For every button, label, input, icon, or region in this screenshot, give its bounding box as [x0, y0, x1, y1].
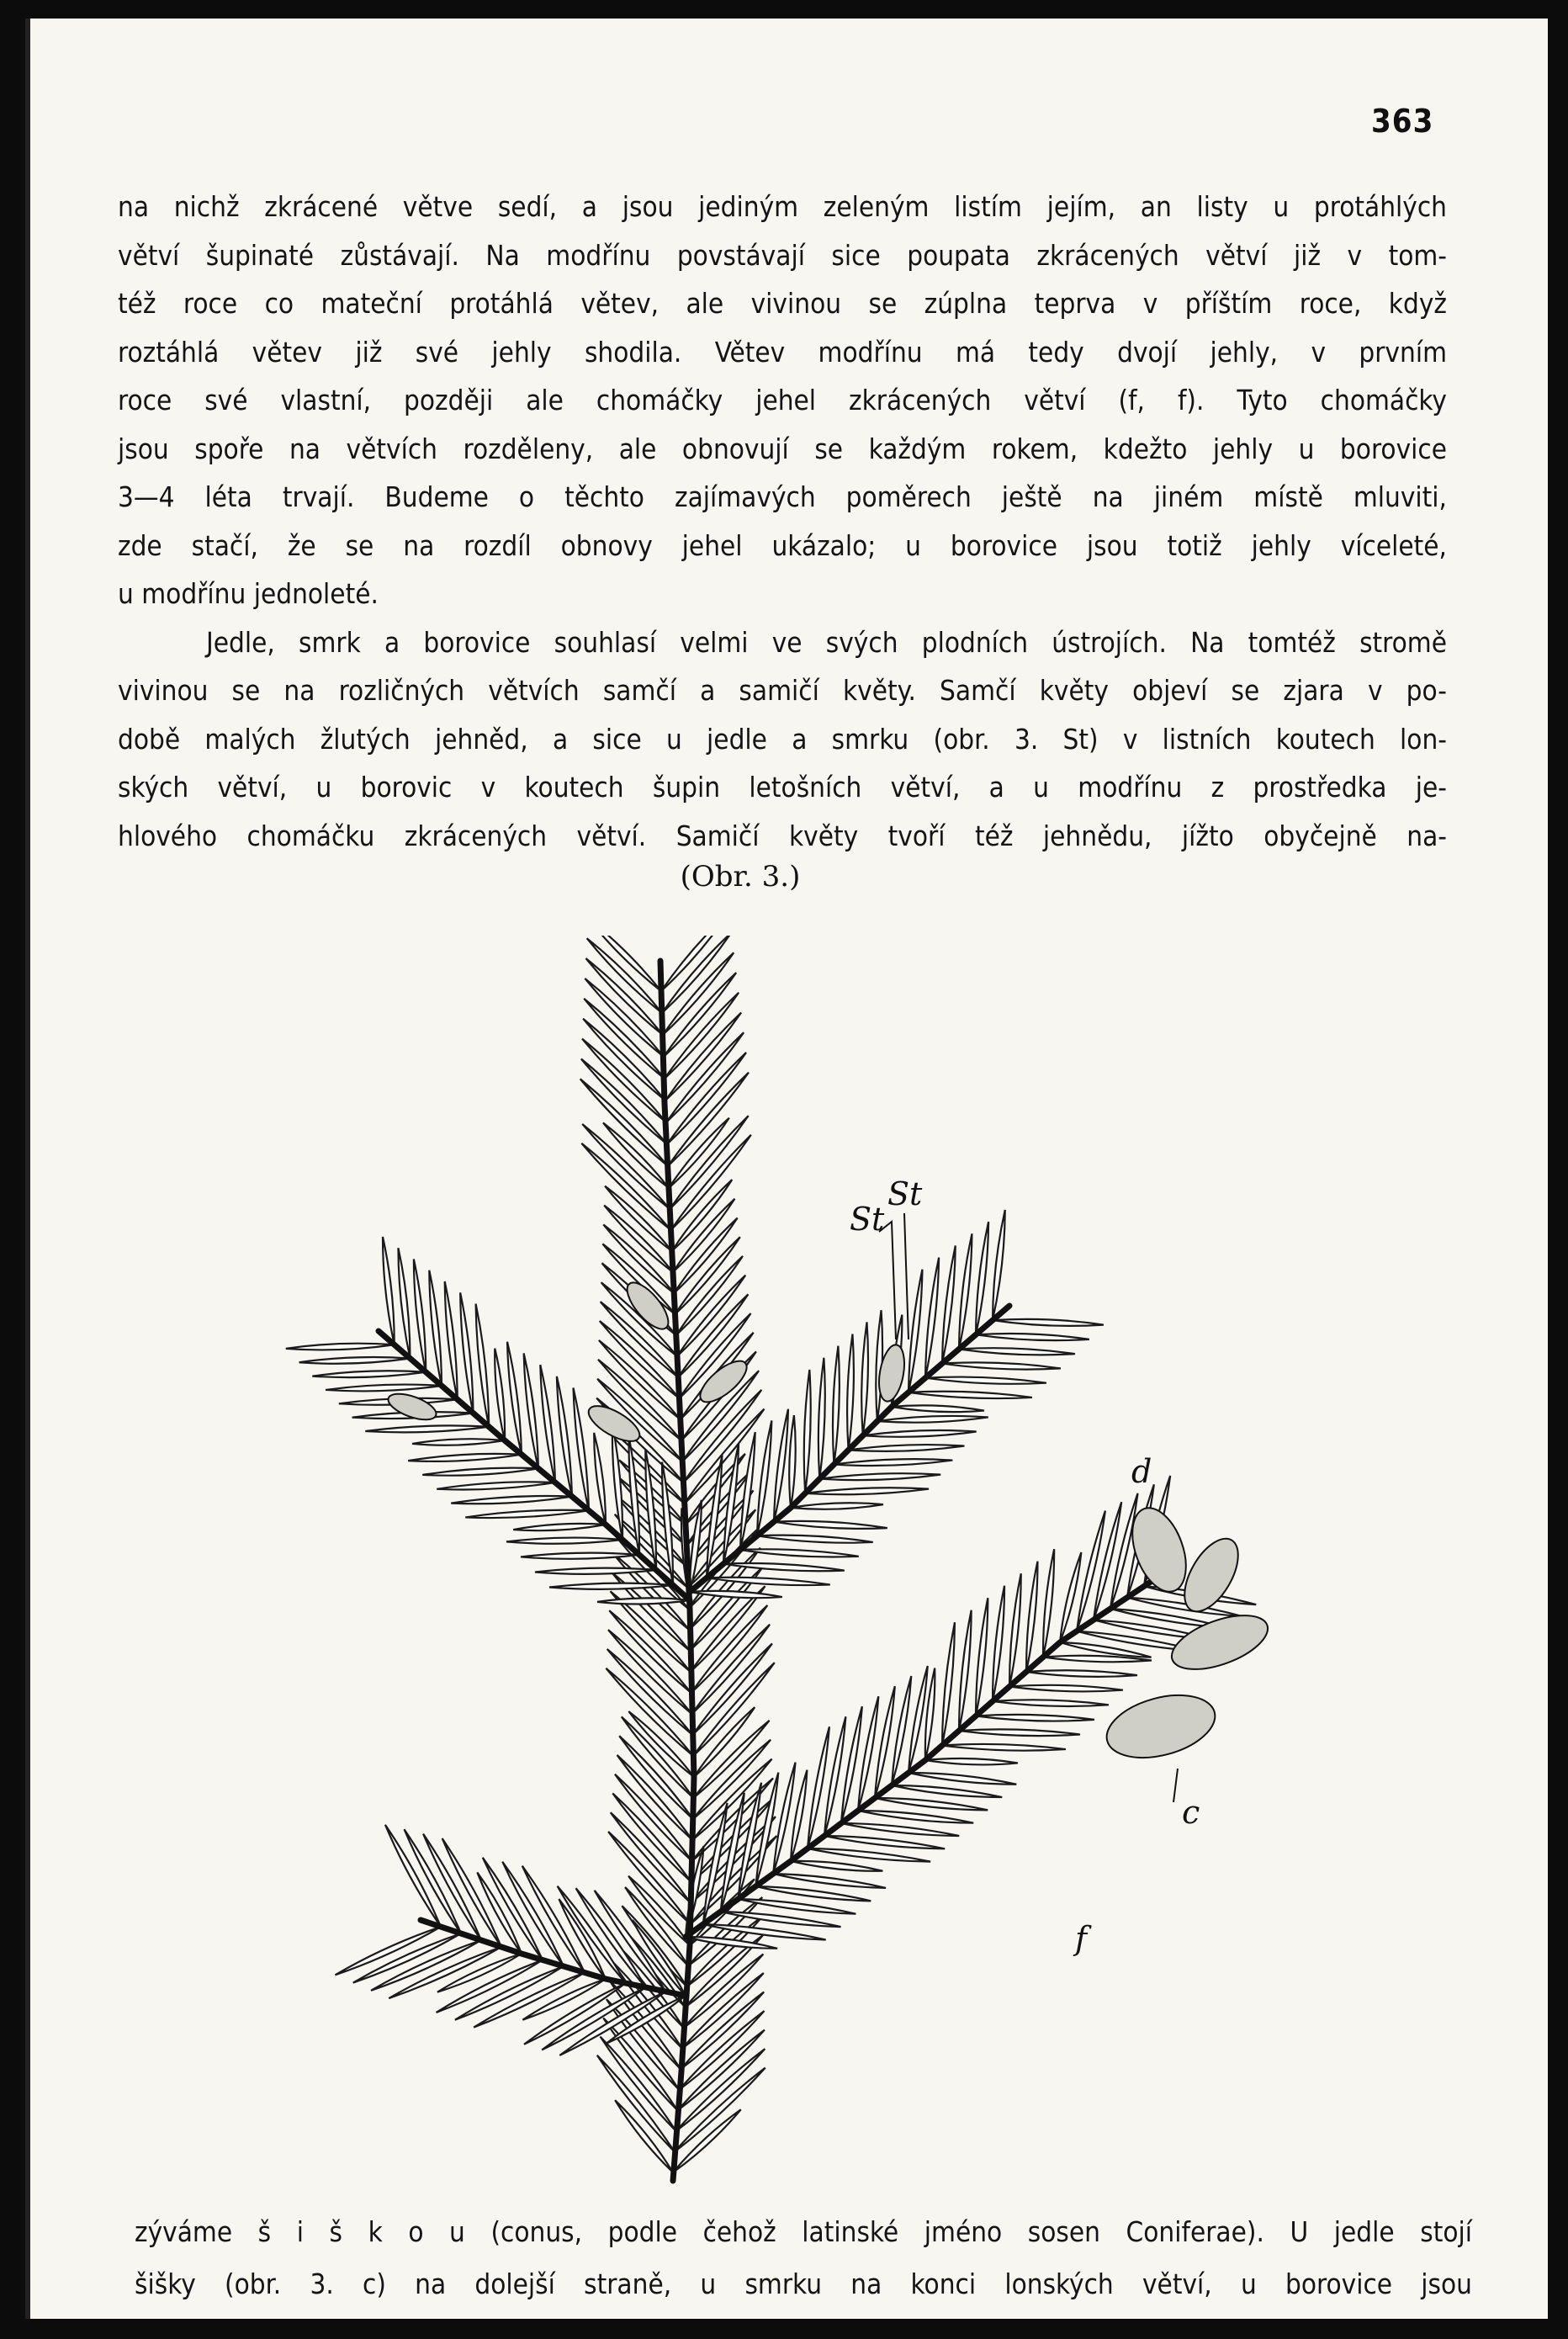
needle: [976, 1334, 1089, 1340]
needle: [863, 1430, 977, 1437]
needle: [422, 1468, 538, 1476]
needle: [875, 1798, 988, 1810]
text-line: roce své vlastní, později ale chomáčky jehel zkrácených větví (f, f). Tyto chomáčky: [118, 384, 1447, 416]
needle: [286, 1344, 395, 1350]
male-flower: [694, 1354, 753, 1408]
needle: [892, 1785, 1002, 1797]
needle: [586, 958, 663, 1035]
needle: [908, 1270, 922, 1392]
needle: [877, 1416, 988, 1423]
text-line: na nichž zkrácené větve sedí, a jsou jediným zeleným listím jejím, an listy u protáhlých: [118, 190, 1447, 223]
text-line: ských větví, u borovic v koutech šupin letošních větví, a u modřínu z prostředka je-: [118, 771, 1447, 804]
text-line: hlového chomáčku zkrácených větví. Samičí květy tvoří též jehnědu, jížto obyčejně na-: [118, 819, 1447, 852]
label-c: c: [1182, 1794, 1200, 1831]
needle: [925, 1377, 1046, 1384]
text-line: u modřínu jednoleté.: [118, 577, 379, 610]
needle: [824, 1836, 945, 1848]
needle: [847, 1334, 854, 1451]
needle: [993, 1586, 1004, 1701]
needle: [805, 1488, 929, 1494]
needle: [412, 1439, 505, 1445]
needle: [365, 1425, 489, 1432]
text-line: Jedle, smrk a borovice souhlasí velmi ve svých plodních ústrojích. Na tomtéž stromě: [206, 625, 1447, 659]
needle: [684, 1954, 764, 2029]
needle: [959, 1348, 1075, 1355]
needle: [1009, 1573, 1021, 1686]
needle: [445, 1281, 458, 1399]
cone-c: [1099, 1684, 1221, 1769]
needle: [682, 1973, 764, 2049]
needle: [942, 1245, 956, 1363]
needle: [1009, 1685, 1123, 1692]
needle: [582, 1124, 670, 1209]
needle: [408, 1454, 522, 1461]
needle: [549, 1583, 673, 1589]
needle: [583, 1019, 665, 1101]
needle: [773, 1874, 886, 1888]
needle: [976, 1222, 988, 1334]
label-st-2: St: [887, 1175, 923, 1212]
needle: [740, 1549, 859, 1557]
needle: [690, 1591, 782, 1598]
needle: [681, 1992, 764, 2070]
needle: [600, 1321, 680, 1398]
needle: [581, 1058, 667, 1144]
text-line: vivinou se na rozličných větvích samčí a samičí květy. Samčí květy objeví se zjara v po-: [118, 674, 1447, 707]
needle: [665, 993, 739, 1079]
needle: [755, 1886, 871, 1901]
fir-branch-illustration: [252, 936, 1346, 2189]
needle: [429, 1270, 442, 1386]
needle: [993, 1319, 1104, 1326]
needle: [976, 1715, 1094, 1721]
needle: [513, 1524, 606, 1530]
needle: [942, 1362, 1061, 1369]
needle: [465, 1510, 589, 1518]
needle: [665, 1012, 741, 1101]
needle-group: [286, 936, 1256, 2172]
needle: [597, 1598, 690, 1604]
needle: [818, 1358, 825, 1479]
needle: [594, 1433, 606, 1525]
needle: [774, 1409, 788, 1522]
needle: [925, 1758, 1018, 1764]
needle: [666, 1032, 744, 1122]
needle: [959, 1233, 972, 1349]
needle: [791, 1503, 883, 1509]
needle: [757, 1535, 873, 1543]
text-line: době malých žlutých jehněd, a sice u jedle a smrku (obr. 3. St) v listních koutech lon-: [118, 722, 1447, 756]
text-line: zýváme š i š k o u (conus, podle čehož latinské jméno sosen Coniferae). U jedle stojí: [135, 2215, 1472, 2248]
text-line: zde stačí, že se na rozdíl obnovy jehel ukázalo; u borovice jsou totiž jehly víceleté,: [118, 528, 1447, 562]
needle: [908, 1392, 1032, 1398]
needle: [833, 1346, 840, 1465]
cone: [1165, 1604, 1275, 1680]
needle: [677, 1276, 745, 1356]
needle: [908, 1773, 1016, 1785]
needle: [691, 1586, 765, 1672]
needle: [299, 1357, 411, 1364]
label-d: d: [1131, 1453, 1152, 1490]
page-number: 363: [1371, 103, 1434, 140]
needle: [524, 1353, 538, 1468]
needle: [861, 1322, 868, 1435]
needle: [976, 1598, 988, 1716]
needle: [834, 1459, 952, 1466]
needle: [993, 1700, 1109, 1706]
needle: [739, 1899, 856, 1914]
needle: [451, 1496, 572, 1504]
text-line: též roce co mateční protáhlá větev, ale vivinou se zúplna teprva v příštím roce, když: [118, 287, 1447, 320]
needle: [959, 1729, 1080, 1736]
book-page: [25, 19, 1548, 2319]
needle: [383, 1237, 395, 1345]
needle: [942, 1622, 955, 1745]
label-st-1: St: [850, 1201, 885, 1238]
needle: [1043, 1549, 1054, 1657]
page-edge: [25, 19, 30, 2319]
needle: [663, 952, 734, 1035]
body-text-bottom: [135, 2206, 1472, 2310]
needle: [774, 1521, 887, 1529]
needle: [617, 1755, 693, 1840]
figure-caption: (Obr. 3.): [680, 860, 801, 894]
needle: [757, 1420, 771, 1535]
label-f: f: [1075, 1920, 1088, 1957]
needle: [312, 1371, 426, 1377]
needle: [849, 1445, 965, 1451]
needle: [819, 1473, 940, 1480]
needle: [476, 1304, 490, 1427]
body-text-top: [118, 183, 1447, 860]
text-line: roztáhlá větev již své jehly shodila. Větev modřínu má tedy dvojí jehly, v prvním: [118, 335, 1447, 369]
needle: [892, 1405, 984, 1412]
needle: [535, 1568, 656, 1574]
needle: [942, 1744, 1066, 1751]
needle: [559, 1992, 665, 2055]
needle: [588, 936, 661, 991]
needle: [437, 1482, 555, 1489]
needle: [619, 1736, 693, 1819]
needle: [582, 1039, 666, 1122]
needle: [622, 1716, 694, 1798]
needle: [414, 1260, 426, 1372]
needle: [959, 1610, 972, 1731]
needle: [398, 1248, 410, 1358]
text-line: šišky (obr. 3. c) na dolejší straně, u smrku na konci lonských větví, u borovice jsou: [135, 2267, 1472, 2300]
needle: [804, 1370, 811, 1493]
needle: [599, 1340, 681, 1419]
needle: [808, 1848, 930, 1862]
needle: [495, 1349, 505, 1440]
text-line: větví šupinaté zůstávají. Na modřínu povstávají sice poupata zkrácených větví již v tom-: [118, 238, 1447, 272]
needle: [858, 1811, 973, 1823]
text-line: jsou spoře na větvích rozděleny, ale obnovují se každým rokem, kdežto jehly u borovice: [118, 432, 1447, 465]
needle: [326, 1385, 442, 1392]
needle: [460, 1292, 473, 1413]
needle: [521, 1553, 639, 1559]
needle: [841, 1823, 959, 1836]
needle: [1026, 1670, 1137, 1677]
needle: [574, 1387, 589, 1510]
needle: [540, 1365, 555, 1482]
text-line: 3—4 léta trvají. Budeme o těchto zajímavých poměrech ještě na jiném místě mluviti,: [118, 480, 1447, 513]
needle: [993, 1210, 1005, 1320]
needle: [584, 999, 665, 1079]
needle: [557, 1376, 572, 1497]
needle: [664, 973, 736, 1057]
needle: [542, 1987, 645, 2050]
needle: [585, 979, 664, 1057]
needle: [789, 1415, 796, 1508]
needle: [791, 1861, 882, 1871]
needle: [925, 1258, 939, 1378]
needle: [507, 1342, 522, 1455]
needle: [1026, 1562, 1037, 1672]
needle: [506, 1538, 622, 1544]
